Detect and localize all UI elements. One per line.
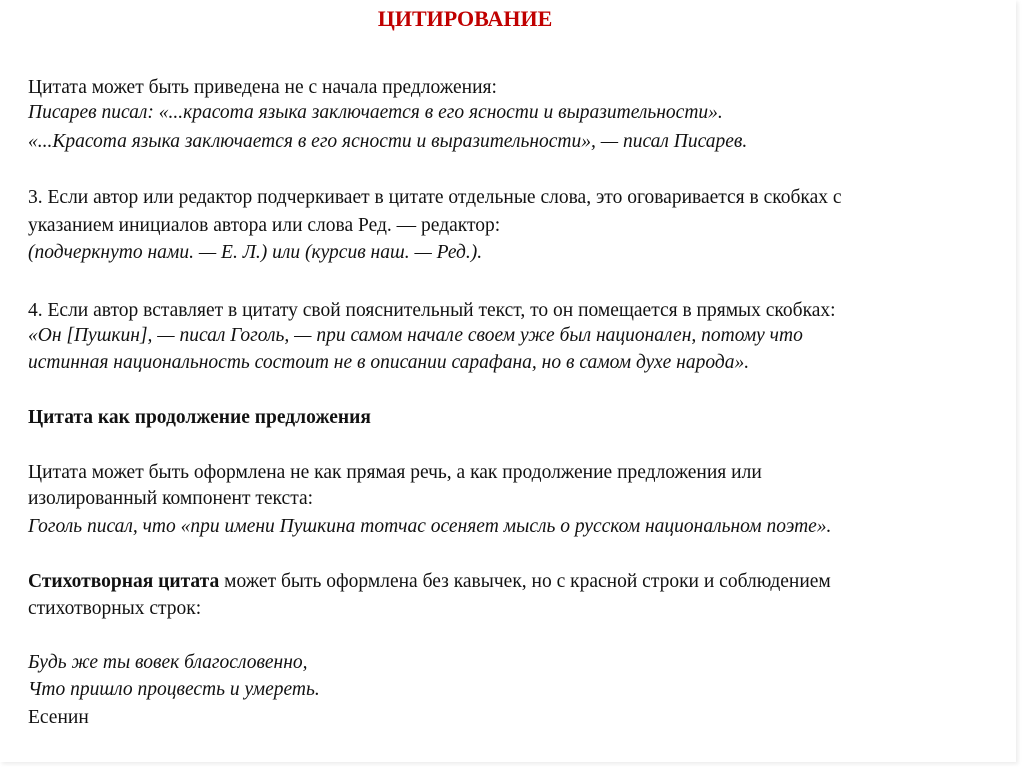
example-line: (подчеркнуто нами. — Е. Л.) или (курсив наш. — Ред.). xyxy=(28,242,483,263)
text-line: изолированный компонент текста: xyxy=(28,488,314,509)
text-line: 4. Если автор вставляет в цитату свой пояснительный текст, то он помещается в прямых скобках: xyxy=(28,300,836,321)
text-line: Цитата может быть приведена не с начала предложения: xyxy=(28,77,497,98)
example-line: истинная национальность состоит не в описании сарафана, но в самом духе народа». xyxy=(28,352,750,373)
poem-line: Что пришло процвесть и умереть. xyxy=(28,679,320,700)
text-line: 3. Если автор или редактор подчеркивает в цитате отдельные слова, это оговаривается в скобках с xyxy=(28,187,842,208)
example-line: Гоголь писал, что «при имени Пушкина тотчас осеняет мысль о русском национальном поэте». xyxy=(28,516,832,537)
slide-title: ЦИТИРОВАНИЕ xyxy=(377,6,553,31)
text-line xyxy=(28,570,831,594)
text-span: может быть оформлена без кавычек, но с красной строки и соблюдением xyxy=(219,571,831,592)
text-line: указанием инициалов автора или слова Ред. — редактор: xyxy=(28,215,501,236)
example-line: «...Красота языка заключается в его ясности и выразительности», — писал Писарев. xyxy=(28,131,748,152)
poem-line: Будь же ты вовек благословенно, xyxy=(28,652,308,673)
text-line: Цитата может быть оформлена не как прямая речь, а как продолжение предложения или xyxy=(28,462,762,483)
example-line: «Он [Пушкин], — писал Гоголь, — при самом начале своем уже был национален, потому что xyxy=(28,325,803,346)
section-heading: Цитата как продолжение предложения xyxy=(28,407,371,428)
text-line: стихотворных строк: xyxy=(28,598,202,619)
poem-author: Есенин xyxy=(28,707,89,728)
example-line: Писарев писал: «...красота языка заключается в его ясности и выразительности». xyxy=(28,102,723,123)
bold-term: Стихотворная цитата xyxy=(28,571,220,592)
